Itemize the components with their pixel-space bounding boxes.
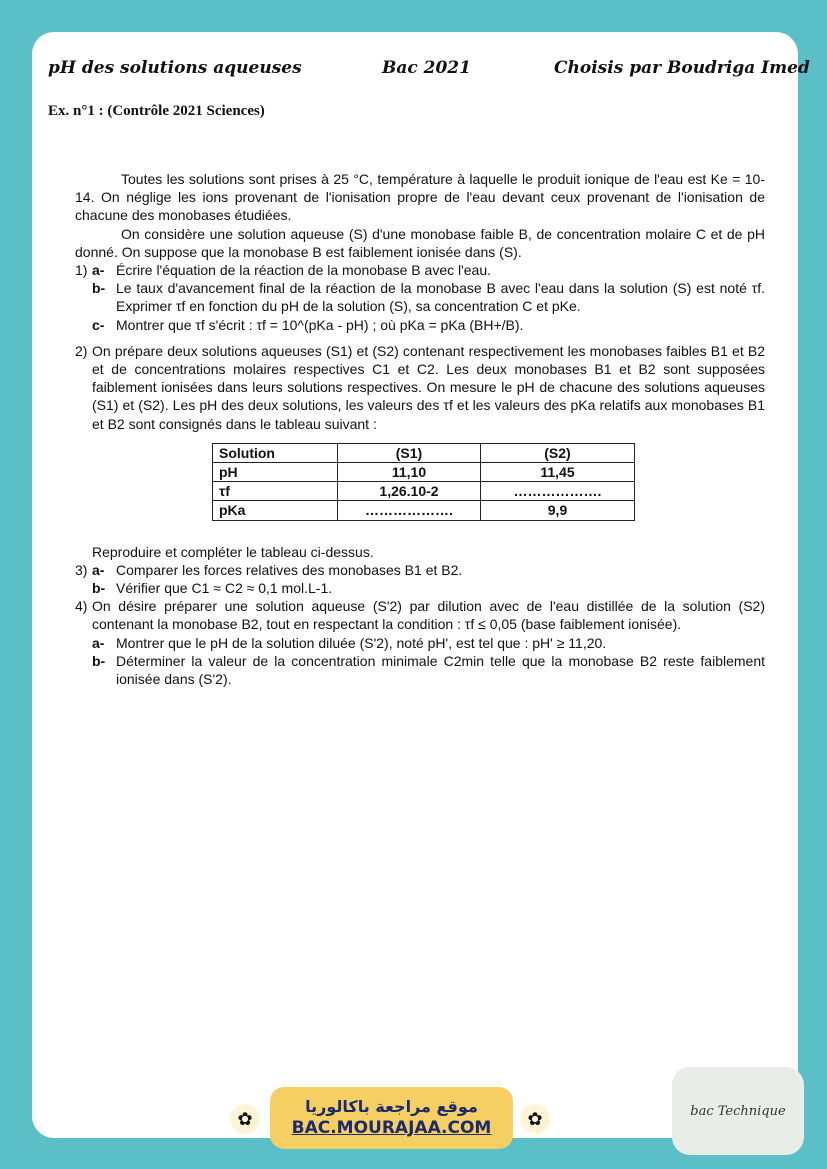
question-4a: Montrer que le pH de la solution diluée (S'2), noté pH', est tel que : pH' ≥ 11,20. xyxy=(116,634,607,651)
table-row xyxy=(213,463,635,482)
bac-technique-badge: bac Technique xyxy=(672,1067,804,1155)
sub-letter: b- xyxy=(92,580,106,597)
sub-letter: a- xyxy=(92,561,105,578)
table-header-cell: (S2) xyxy=(481,443,635,462)
question-number: 3) xyxy=(75,561,88,578)
sub-letter: a- xyxy=(92,634,105,651)
header-subject: pH des solutions aqueuses xyxy=(48,58,302,78)
table-cell: ………………. xyxy=(338,501,481,520)
question-number: 4) xyxy=(75,598,88,615)
table-cell: pKa xyxy=(213,501,338,520)
question-1b: Le taux d'avancement final de la réaction de la monobase B avec l'eau dans la solution (S) est noté τf. Exprimer τf en fonction du pH de la solution (S), sa concentration C et pKe. xyxy=(116,280,765,315)
question-4-text: On désire préparer une solution aqueuse (S'2) par dilution avec de l'eau distillée de la solution (S2) contenant la monobase B2, tout en respectant la condition : τf ≤ 0,05 (base faiblement ionisée). xyxy=(92,598,765,633)
sub-letter: b- xyxy=(92,652,106,669)
question-number: 2) xyxy=(75,342,88,359)
table-row xyxy=(213,443,635,462)
question-4 xyxy=(75,597,765,688)
table-cell: 11,10 xyxy=(338,463,481,482)
question-1 xyxy=(75,261,765,334)
intro-paragraph-1: Toutes les solutions sont prises à 25 °C, température à laquelle le produit ionique de l'eau est Ke = 10-14. On néglige les ions provenant de l'ionisation propre de l'eau devant ceux provenant de l'ionisation de chacune des monobases étudiées. xyxy=(75,171,765,224)
question-2 xyxy=(75,342,765,433)
table-cell: pH xyxy=(213,463,338,482)
question-number: 1) xyxy=(75,262,88,279)
site-name-arabic: موقع مراجعة باكالوريا xyxy=(305,1097,478,1116)
table-cell: 1,26.10-2 xyxy=(338,482,481,501)
exercise-title: Ex. n°1 : (Contrôle 2021 Sciences) xyxy=(48,103,265,119)
table-cell: ………………. xyxy=(481,482,635,501)
question-1a: Écrire l'équation de la réaction de la monobase B avec l'eau. xyxy=(116,262,492,279)
site-banner[interactable] xyxy=(270,1087,513,1149)
sub-letter: a- xyxy=(92,262,105,279)
question-2-text: On prépare deux solutions aqueuses (S1) et (S2) contenant respectivement les monobases faibles B1 et B2 et de concentrations molaires respectives C1 et C2. Les deux monobases B1 et B2 sont supposées faiblement ionisées dans leurs solutions respectives. On mesure le pH de chacune des solutions aqueuses (S1) et (S2). Les pH des deux solutions, les valeurs des τf et les valeurs des pKa relatifs aux monobases B1 et B2 sont consignés dans le tableau suivant : xyxy=(92,342,765,432)
table-cell: τf xyxy=(213,482,338,501)
header-year: Bac 2021 xyxy=(382,58,471,78)
data-table xyxy=(212,443,635,521)
table-row xyxy=(213,482,635,501)
question-3 xyxy=(75,561,765,597)
site-url-link[interactable]: BAC.MOURAJAA.COM xyxy=(291,1118,492,1138)
site-logo-icon: ✿ xyxy=(230,1104,260,1134)
sub-letter: b- xyxy=(92,280,106,297)
question-3a: Comparer les forces relatives des monobases B1 et B2. xyxy=(116,561,463,578)
site-logo-icon: ✿ xyxy=(520,1104,550,1134)
sub-letter: c- xyxy=(92,316,105,333)
table-header-cell: Solution xyxy=(213,443,338,462)
question-3b: Vérifier que C1 ≈ C2 ≈ 0,1 mol.L-1. xyxy=(116,580,333,597)
table-instruction: Reproduire et compléter le tableau ci-dessus. xyxy=(92,543,374,560)
table-cell: 11,45 xyxy=(481,463,635,482)
intro-paragraph-2: On considère une solution aqueuse (S) d'une monobase faible B, de concentration molaire C et de pH donné. On suppose que la monobase B est faiblement ionisée dans (S). xyxy=(75,225,765,260)
header-author: Choisis par Boudriga Imed xyxy=(554,58,810,78)
table-header-cell: (S1) xyxy=(338,443,481,462)
question-4b: Déterminer la valeur de la concentration minimale C2min telle que la monobase B2 reste faiblement ionisée dans (S'2). xyxy=(116,652,765,688)
exercise-body xyxy=(75,170,765,688)
question-1c: Montrer que τf s'écrit : τf = 10^(pKa - pH) ; où pKa = pKa (BH+/B). xyxy=(116,316,524,333)
table-row xyxy=(213,501,635,520)
table-cell: 9,9 xyxy=(481,501,635,520)
